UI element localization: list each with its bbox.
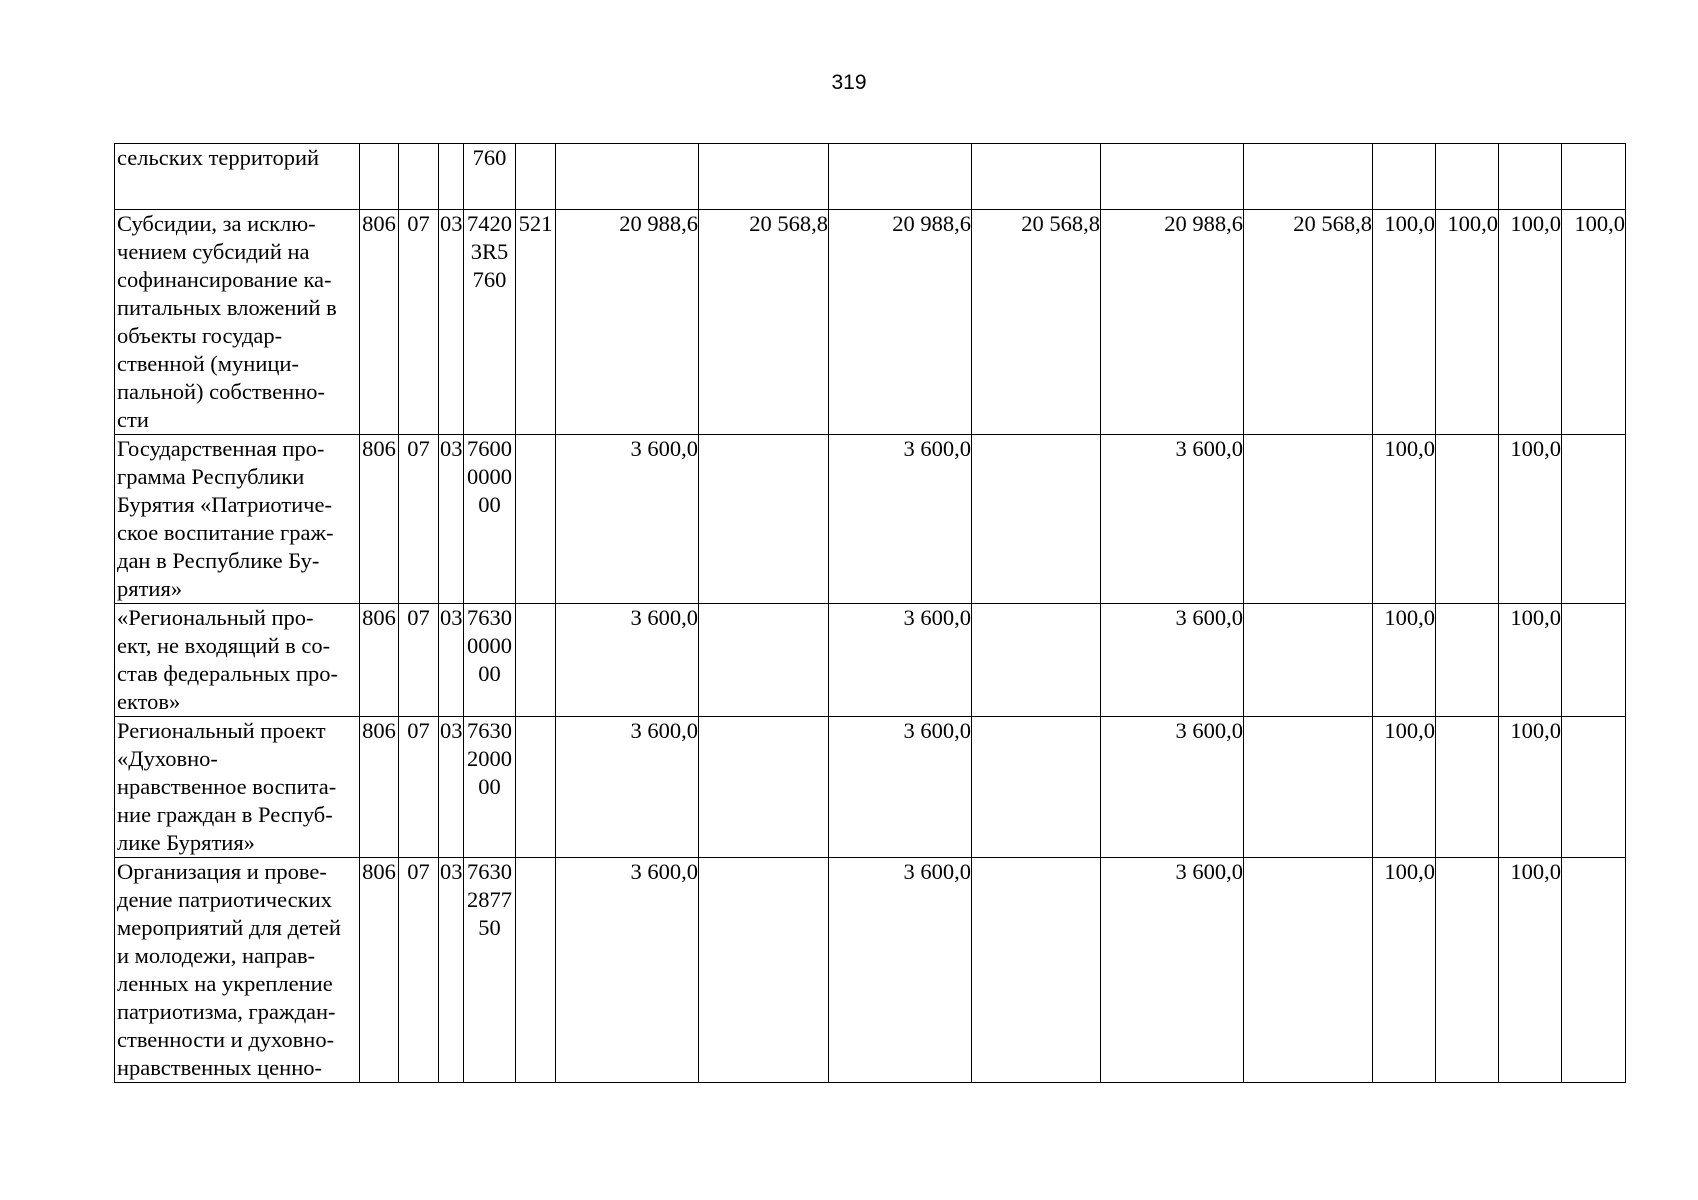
row-name-cell [115, 717, 360, 858]
row-name-line: объекты государ- [117, 323, 283, 348]
table-row [115, 604, 1626, 717]
value-cell [829, 144, 972, 210]
percent-cell [1373, 144, 1436, 210]
value-cell: 3 600,0 [1101, 717, 1244, 858]
row-name-line: сти [117, 407, 149, 432]
value-cell [699, 435, 829, 604]
percent-cell [1436, 144, 1499, 210]
value-cell [972, 604, 1101, 717]
expense-type-cell [516, 858, 556, 1083]
row-name-line: Субсидии, за исклю- [117, 211, 316, 236]
row-name-cell [115, 435, 360, 604]
row-name-line: и молодежи, направ- [117, 943, 316, 968]
value-cell: 3 600,0 [829, 435, 972, 604]
row-name-line: пальной) собственно- [117, 379, 325, 404]
percent-cell [1562, 144, 1626, 210]
row-name-line: рятия» [117, 576, 183, 601]
target-code-cell [464, 435, 516, 604]
value-cell [1244, 144, 1373, 210]
percent-cell: 100,0 [1373, 858, 1436, 1083]
subsection-code-cell: 03 [439, 717, 464, 858]
admin-code-cell: 806 [360, 604, 399, 717]
target-code-cell [464, 604, 516, 717]
percent-cell [1436, 435, 1499, 604]
section-code-cell: 07 [399, 604, 439, 717]
target-code-cell [464, 144, 516, 210]
row-name-line: ект, не входящий в со- [117, 633, 331, 658]
subsection-code-cell: 03 [439, 210, 464, 435]
value-cell [972, 435, 1101, 604]
value-cell [1244, 717, 1373, 858]
value-cell [699, 144, 829, 210]
row-name-line: ние граждан в Респуб- [117, 802, 333, 827]
value-cell: 3 600,0 [829, 717, 972, 858]
section-code-cell: 07 [399, 717, 439, 858]
admin-code-cell: 806 [360, 435, 399, 604]
value-cell: 3 600,0 [1101, 435, 1244, 604]
section-code-cell: 07 [399, 435, 439, 604]
row-name-line: Бурятия «Патриотиче- [117, 492, 332, 517]
target-code-line: 2000 [467, 746, 512, 771]
target-code-line: 0000 [467, 633, 512, 658]
table-row [115, 210, 1626, 435]
target-code-line: 00 [478, 774, 501, 799]
percent-cell: 100,0 [1562, 210, 1626, 435]
expense-type-cell [516, 717, 556, 858]
target-code-line: 3R5 [470, 239, 509, 264]
target-code-line: 50 [478, 915, 501, 940]
section-code-cell [399, 144, 439, 210]
percent-cell: 100,0 [1499, 858, 1562, 1083]
percent-cell [1436, 604, 1499, 717]
target-code-line: 00 [478, 661, 501, 686]
value-cell [1101, 144, 1244, 210]
row-name-line: грамма Республики [117, 464, 305, 489]
value-cell: 20 568,8 [972, 210, 1101, 435]
value-cell: 3 600,0 [556, 858, 699, 1083]
percent-cell: 100,0 [1499, 210, 1562, 435]
subsection-code-cell: 03 [439, 435, 464, 604]
row-name-line: питальных вложений в [117, 295, 337, 320]
table-row [115, 858, 1626, 1083]
percent-cell [1562, 435, 1626, 604]
row-name-line: ское воспитание граж- [117, 520, 334, 545]
expense-type-cell: 521 [516, 210, 556, 435]
row-name-line: став федеральных про- [117, 661, 339, 686]
percent-cell: 100,0 [1499, 435, 1562, 604]
row-name-line: патриотизма, граждан- [117, 999, 336, 1024]
row-name-line: лике Бурятия» [117, 830, 255, 855]
row-name-line: сельских территорий [117, 145, 320, 170]
row-name-line: нравственное воспита- [117, 774, 337, 799]
row-name-line: софинансирование ка- [117, 267, 332, 292]
row-name-line: «Духовно- [117, 746, 218, 771]
target-code-line: 7600 [467, 436, 512, 461]
table-body [115, 144, 1626, 1083]
page-number: 319 [831, 71, 867, 94]
row-name-line: ектов» [117, 689, 181, 714]
value-cell: 20 568,8 [1244, 210, 1373, 435]
row-name-line: дение патриотических [117, 887, 332, 912]
row-name-cell [115, 604, 360, 717]
row-name-cell [115, 858, 360, 1083]
target-code-line: 760 [472, 145, 507, 170]
row-name-line: ственности и духовно- [117, 1027, 335, 1052]
value-cell: 20 988,6 [829, 210, 972, 435]
percent-cell [1436, 858, 1499, 1083]
percent-cell: 100,0 [1436, 210, 1499, 435]
value-cell [556, 144, 699, 210]
value-cell: 20 988,6 [1101, 210, 1244, 435]
value-cell [1244, 435, 1373, 604]
value-cell [972, 858, 1101, 1083]
admin-code-cell [360, 144, 399, 210]
row-name-line: «Региональный про- [117, 605, 314, 630]
subsection-code-cell [439, 144, 464, 210]
percent-cell: 100,0 [1373, 210, 1436, 435]
value-cell [1244, 858, 1373, 1083]
value-cell: 3 600,0 [829, 604, 972, 717]
percent-cell: 100,0 [1373, 604, 1436, 717]
value-cell [972, 717, 1101, 858]
admin-code-cell: 806 [360, 858, 399, 1083]
value-cell: 3 600,0 [556, 604, 699, 717]
row-name-line: Организация и прове- [117, 859, 327, 884]
percent-cell [1562, 604, 1626, 717]
section-code-cell: 07 [399, 858, 439, 1083]
row-name-line: нравственных ценно- [117, 1055, 322, 1080]
percent-cell [1562, 858, 1626, 1083]
percent-cell: 100,0 [1499, 717, 1562, 858]
target-code-line: 0000 [467, 464, 512, 489]
value-cell: 3 600,0 [1101, 858, 1244, 1083]
target-code-line: 7630 [467, 605, 512, 630]
value-cell [1244, 604, 1373, 717]
target-code-line: 7420 [467, 211, 512, 236]
target-code-line: 7630 [467, 718, 512, 743]
row-name-line: ственной (муници- [117, 351, 299, 376]
row-name-line: Региональный проект [117, 718, 326, 743]
row-name-line: Государственная про- [117, 436, 325, 461]
value-cell: 3 600,0 [556, 435, 699, 604]
target-code-line: 00 [478, 492, 501, 517]
percent-cell: 100,0 [1499, 604, 1562, 717]
subsection-code-cell: 03 [439, 604, 464, 717]
target-code-line: 760 [472, 267, 507, 292]
row-name-line: ленных на укрепление [117, 971, 333, 996]
table-row [115, 144, 1626, 210]
admin-code-cell: 806 [360, 210, 399, 435]
target-code-cell [464, 210, 516, 435]
value-cell [699, 604, 829, 717]
percent-cell: 100,0 [1373, 435, 1436, 604]
row-name-cell [115, 210, 360, 435]
subsection-code-cell: 03 [439, 858, 464, 1083]
value-cell [699, 858, 829, 1083]
value-cell [699, 717, 829, 858]
row-name-cell [115, 144, 360, 210]
percent-cell: 100,0 [1373, 717, 1436, 858]
section-code-cell: 07 [399, 210, 439, 435]
value-cell: 20 568,8 [699, 210, 829, 435]
expense-type-cell [516, 604, 556, 717]
value-cell: 3 600,0 [556, 717, 699, 858]
budget-table [114, 143, 1626, 1083]
target-code-line: 7630 [467, 859, 512, 884]
value-cell: 3 600,0 [829, 858, 972, 1083]
value-cell: 3 600,0 [1101, 604, 1244, 717]
percent-cell [1436, 717, 1499, 858]
table-row [115, 717, 1626, 858]
row-name-line: мероприятий для детей [117, 915, 341, 940]
row-name-line: дан в Республике Бу- [117, 548, 320, 573]
target-code-line: 2877 [467, 887, 512, 912]
target-code-cell [464, 858, 516, 1083]
expense-type-cell [516, 435, 556, 604]
percent-cell [1499, 144, 1562, 210]
expense-type-cell [516, 144, 556, 210]
percent-cell [1562, 717, 1626, 858]
table-row [115, 435, 1626, 604]
target-code-cell [464, 717, 516, 858]
value-cell [972, 144, 1101, 210]
row-name-line: чением субсидий на [117, 239, 310, 264]
admin-code-cell: 806 [360, 717, 399, 858]
value-cell: 20 988,6 [556, 210, 699, 435]
